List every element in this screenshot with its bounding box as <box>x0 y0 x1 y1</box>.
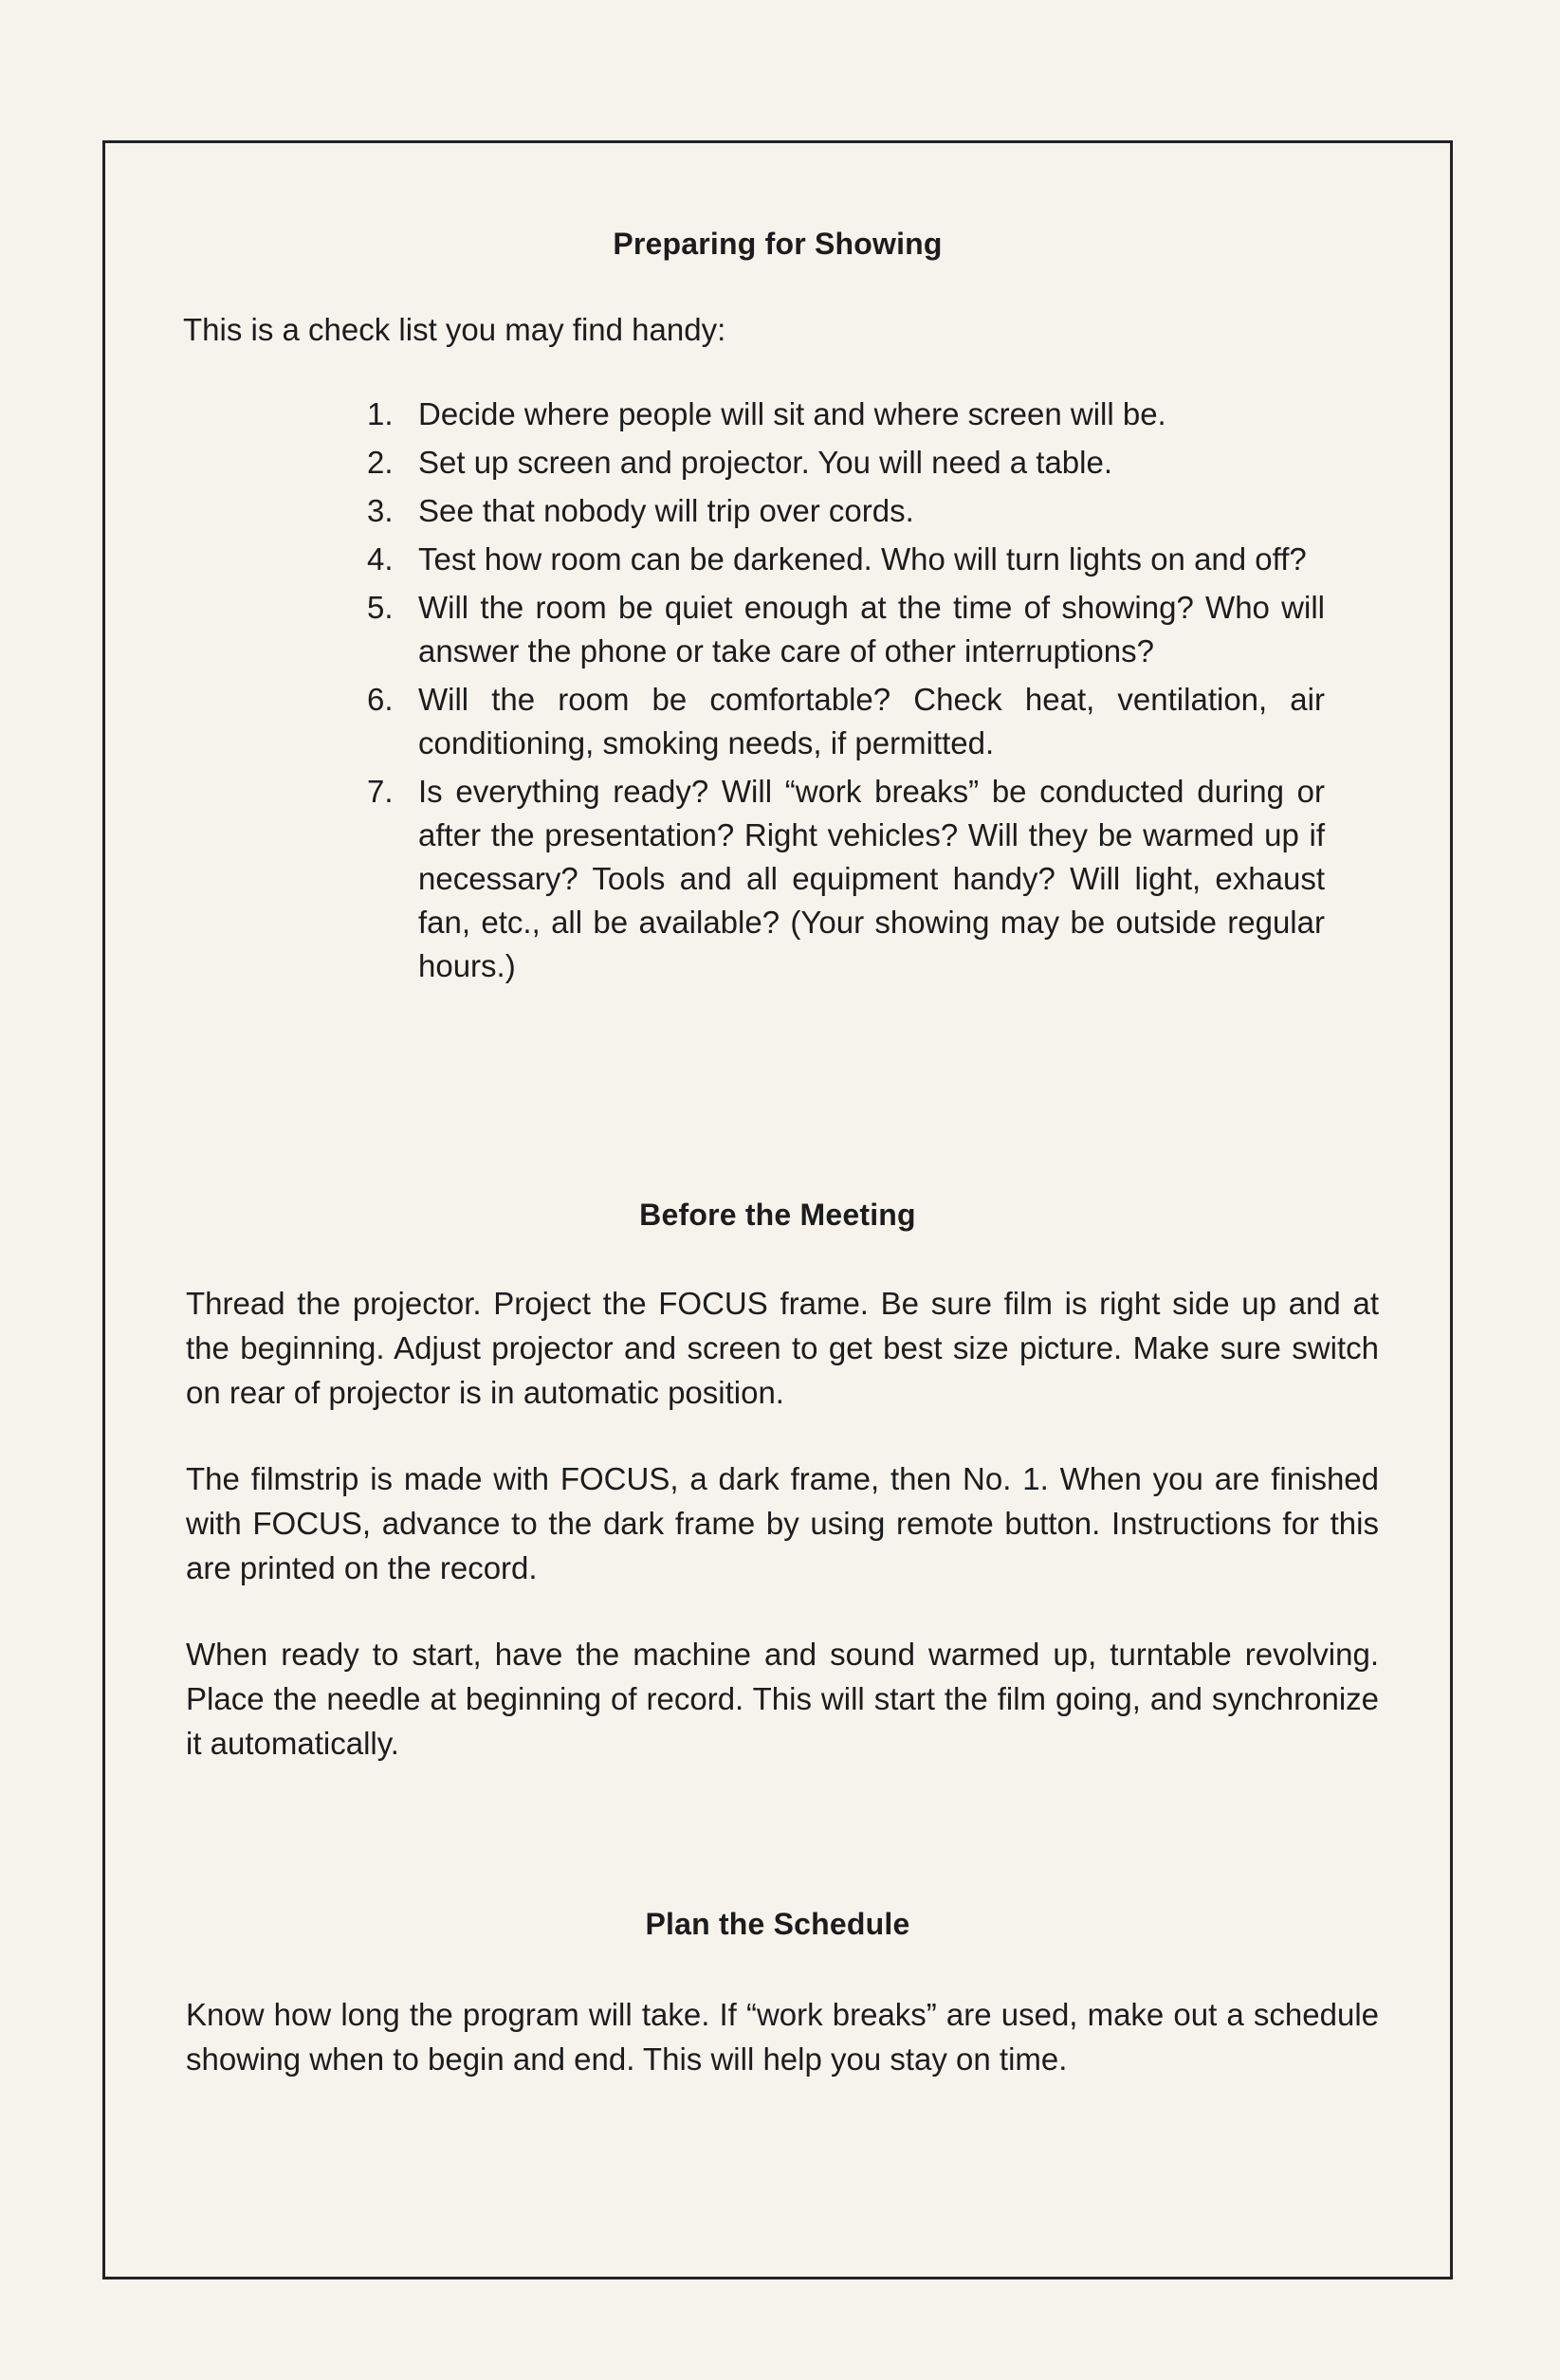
checklist-intro: This is a check list you may find handy: <box>183 312 726 347</box>
heading-before-the-meeting: Before the Meeting <box>639 1198 916 1232</box>
checklist-item-text: Test how room can be darkened. Who will turn lights on and off? <box>418 541 1307 577</box>
checklist-item-number: 4. <box>367 541 394 577</box>
checklist-item-number: 2. <box>367 445 394 480</box>
checklist-item-number: 5. <box>367 590 394 625</box>
checklist-item-text: Will the room be quiet enough at the time of showing? Who will answer the phone or take care of other interruptions? <box>418 590 1325 668</box>
checklist-item <box>367 538 1325 581</box>
checklist-item <box>367 678 1325 765</box>
checklist-item-number: 3. <box>367 493 394 528</box>
checklist-item-number: 7. <box>367 774 394 809</box>
checklist-item-text: Is everything ready? Will “work breaks” be conducted during or after the presentation? Right vehicles? Will they be warmed up if necessary? Tools and all equipment handy? Will light, exhaust fan, etc., all be available? (Your showing may be outside regular hours.) <box>418 774 1325 983</box>
checklist-item-text: Set up screen and projector. You will need a table. <box>418 445 1113 480</box>
checklist-item <box>367 770 1325 988</box>
checklist-item-number: 6. <box>367 682 394 717</box>
heading-plan-the-schedule: Plan the Schedule <box>645 1907 910 1941</box>
checklist <box>367 393 1325 993</box>
page-frame <box>102 140 1453 2279</box>
checklist-item <box>367 489 1325 533</box>
checklist-item <box>367 586 1325 673</box>
checklist-item-number: 1. <box>367 396 394 431</box>
checklist-item-text: Will the room be comfortable? Check heat, ventilation, air conditioning, smoking needs, if permitted. <box>418 682 1325 760</box>
checklist-item-text: See that nobody will trip over cords. <box>418 493 914 528</box>
before-meeting-paragraph: Thread the projector. Project the FOCUS frame. Be sure film is right side up and at the beginning. Adjust projector and screen to get best size picture. Make sure switch on rear of projector is in automatic position. <box>186 1286 1379 1410</box>
before-meeting-paragraph: The filmstrip is made with FOCUS, a dark frame, then No. 1. When you are finished with FOCUS, advance to the dark frame by using remote button. Instructions for this are printed on the record. <box>186 1461 1379 1585</box>
plan-schedule-paragraph: Know how long the program will take. If “work breaks” are used, make out a schedule showing when to begin and end. This will help you stay on time. <box>186 1997 1379 2077</box>
checklist-item <box>367 441 1325 485</box>
before-meeting-paragraph: When ready to start, have the machine and sound warmed up, turntable revolving. Place the needle at beginning of record. This will start the film going, and synchronize it automatically. <box>186 1637 1379 1761</box>
checklist-item-text: Decide where people will sit and where screen will be. <box>418 396 1166 431</box>
heading-preparing-for-showing: Preparing for Showing <box>613 227 943 261</box>
checklist-item <box>367 393 1325 436</box>
